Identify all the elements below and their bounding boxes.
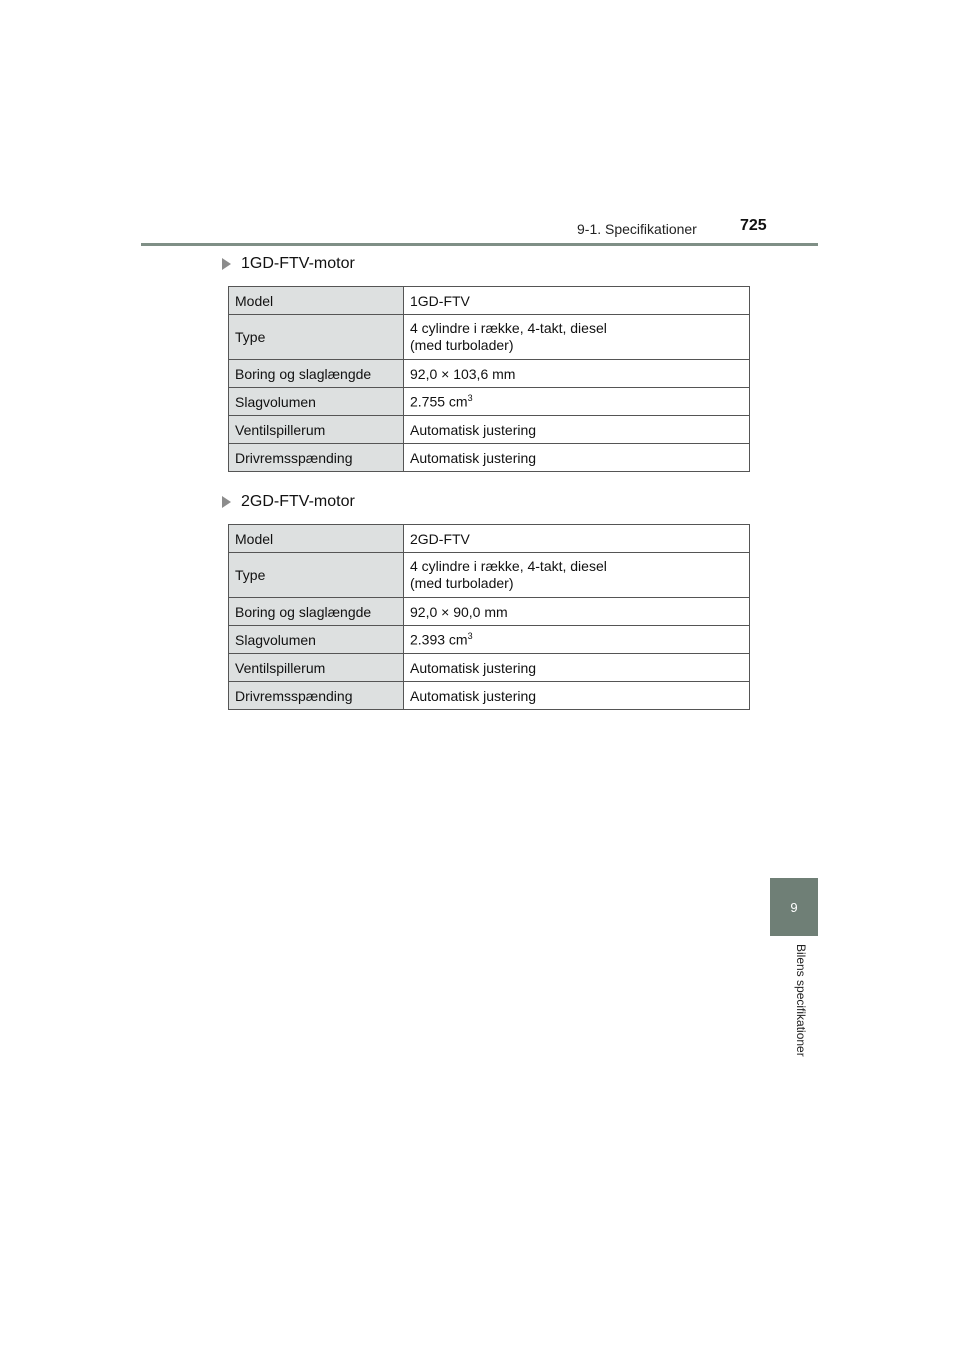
row-value	[404, 315, 750, 360]
table-row	[229, 444, 750, 472]
row-value	[404, 626, 750, 654]
chapter-label: Bilens specifikationer	[794, 944, 808, 1057]
row-value: Automatisk justering	[404, 682, 750, 710]
section-title-1gd	[222, 255, 355, 273]
unit-superscript: 3	[467, 631, 473, 642]
row-label: Ventilspillerum	[229, 654, 404, 682]
section-title-text: 1GD-FTV-motor	[241, 255, 355, 272]
row-value: Automatisk justering	[404, 444, 750, 472]
row-value	[404, 388, 750, 416]
section-title-2gd	[222, 493, 355, 511]
page-number: 725	[740, 217, 767, 234]
displacement-value: 2.755 cm	[410, 393, 468, 410]
table-row	[229, 654, 750, 682]
row-label: Type	[229, 315, 404, 360]
table-row	[229, 626, 750, 654]
row-label: Boring og slaglængde	[229, 598, 404, 626]
row-label: Slagvolumen	[229, 626, 404, 654]
table-row	[229, 360, 750, 388]
spec-table-1gd	[228, 286, 750, 472]
row-value: 92,0 × 103,6 mm	[404, 360, 750, 388]
triangle-bullet-icon	[222, 496, 231, 508]
table-row	[229, 315, 750, 360]
header-section-title: 9-1. Specifikationer	[577, 221, 697, 237]
table-row	[229, 416, 750, 444]
row-value: Automatisk justering	[404, 654, 750, 682]
table-row	[229, 553, 750, 598]
row-label: Drivremsspænding	[229, 444, 404, 472]
table-row	[229, 598, 750, 626]
row-value: Automatisk justering	[404, 416, 750, 444]
row-value	[404, 553, 750, 598]
chapter-tab[interactable]	[770, 878, 818, 936]
header-divider	[141, 243, 818, 246]
row-value-line: 4 cylindre i række, 4-takt, diesel	[410, 320, 607, 336]
row-value-line: (med turbolader)	[410, 575, 514, 591]
row-label: Slagvolumen	[229, 388, 404, 416]
row-label: Boring og slaglængde	[229, 360, 404, 388]
displacement-value: 2.393 cm	[410, 631, 468, 648]
row-value: 92,0 × 90,0 mm	[404, 598, 750, 626]
chapter-number: 9	[790, 899, 798, 915]
spec-table-2gd	[228, 524, 750, 710]
row-label: Ventilspillerum	[229, 416, 404, 444]
table-row	[229, 287, 750, 315]
row-label: Drivremsspænding	[229, 682, 404, 710]
row-value-line: (med turbolader)	[410, 337, 514, 353]
table-row	[229, 525, 750, 553]
row-label: Model	[229, 287, 404, 315]
table-row	[229, 388, 750, 416]
unit-superscript: 3	[467, 393, 473, 404]
row-label: Model	[229, 525, 404, 553]
row-value-line: 4 cylindre i række, 4-takt, diesel	[410, 558, 607, 574]
section-title-text: 2GD-FTV-motor	[241, 493, 355, 510]
table-row	[229, 682, 750, 710]
row-label: Type	[229, 553, 404, 598]
triangle-bullet-icon	[222, 258, 231, 270]
row-value: 1GD-FTV	[404, 287, 750, 315]
row-value: 2GD-FTV	[404, 525, 750, 553]
